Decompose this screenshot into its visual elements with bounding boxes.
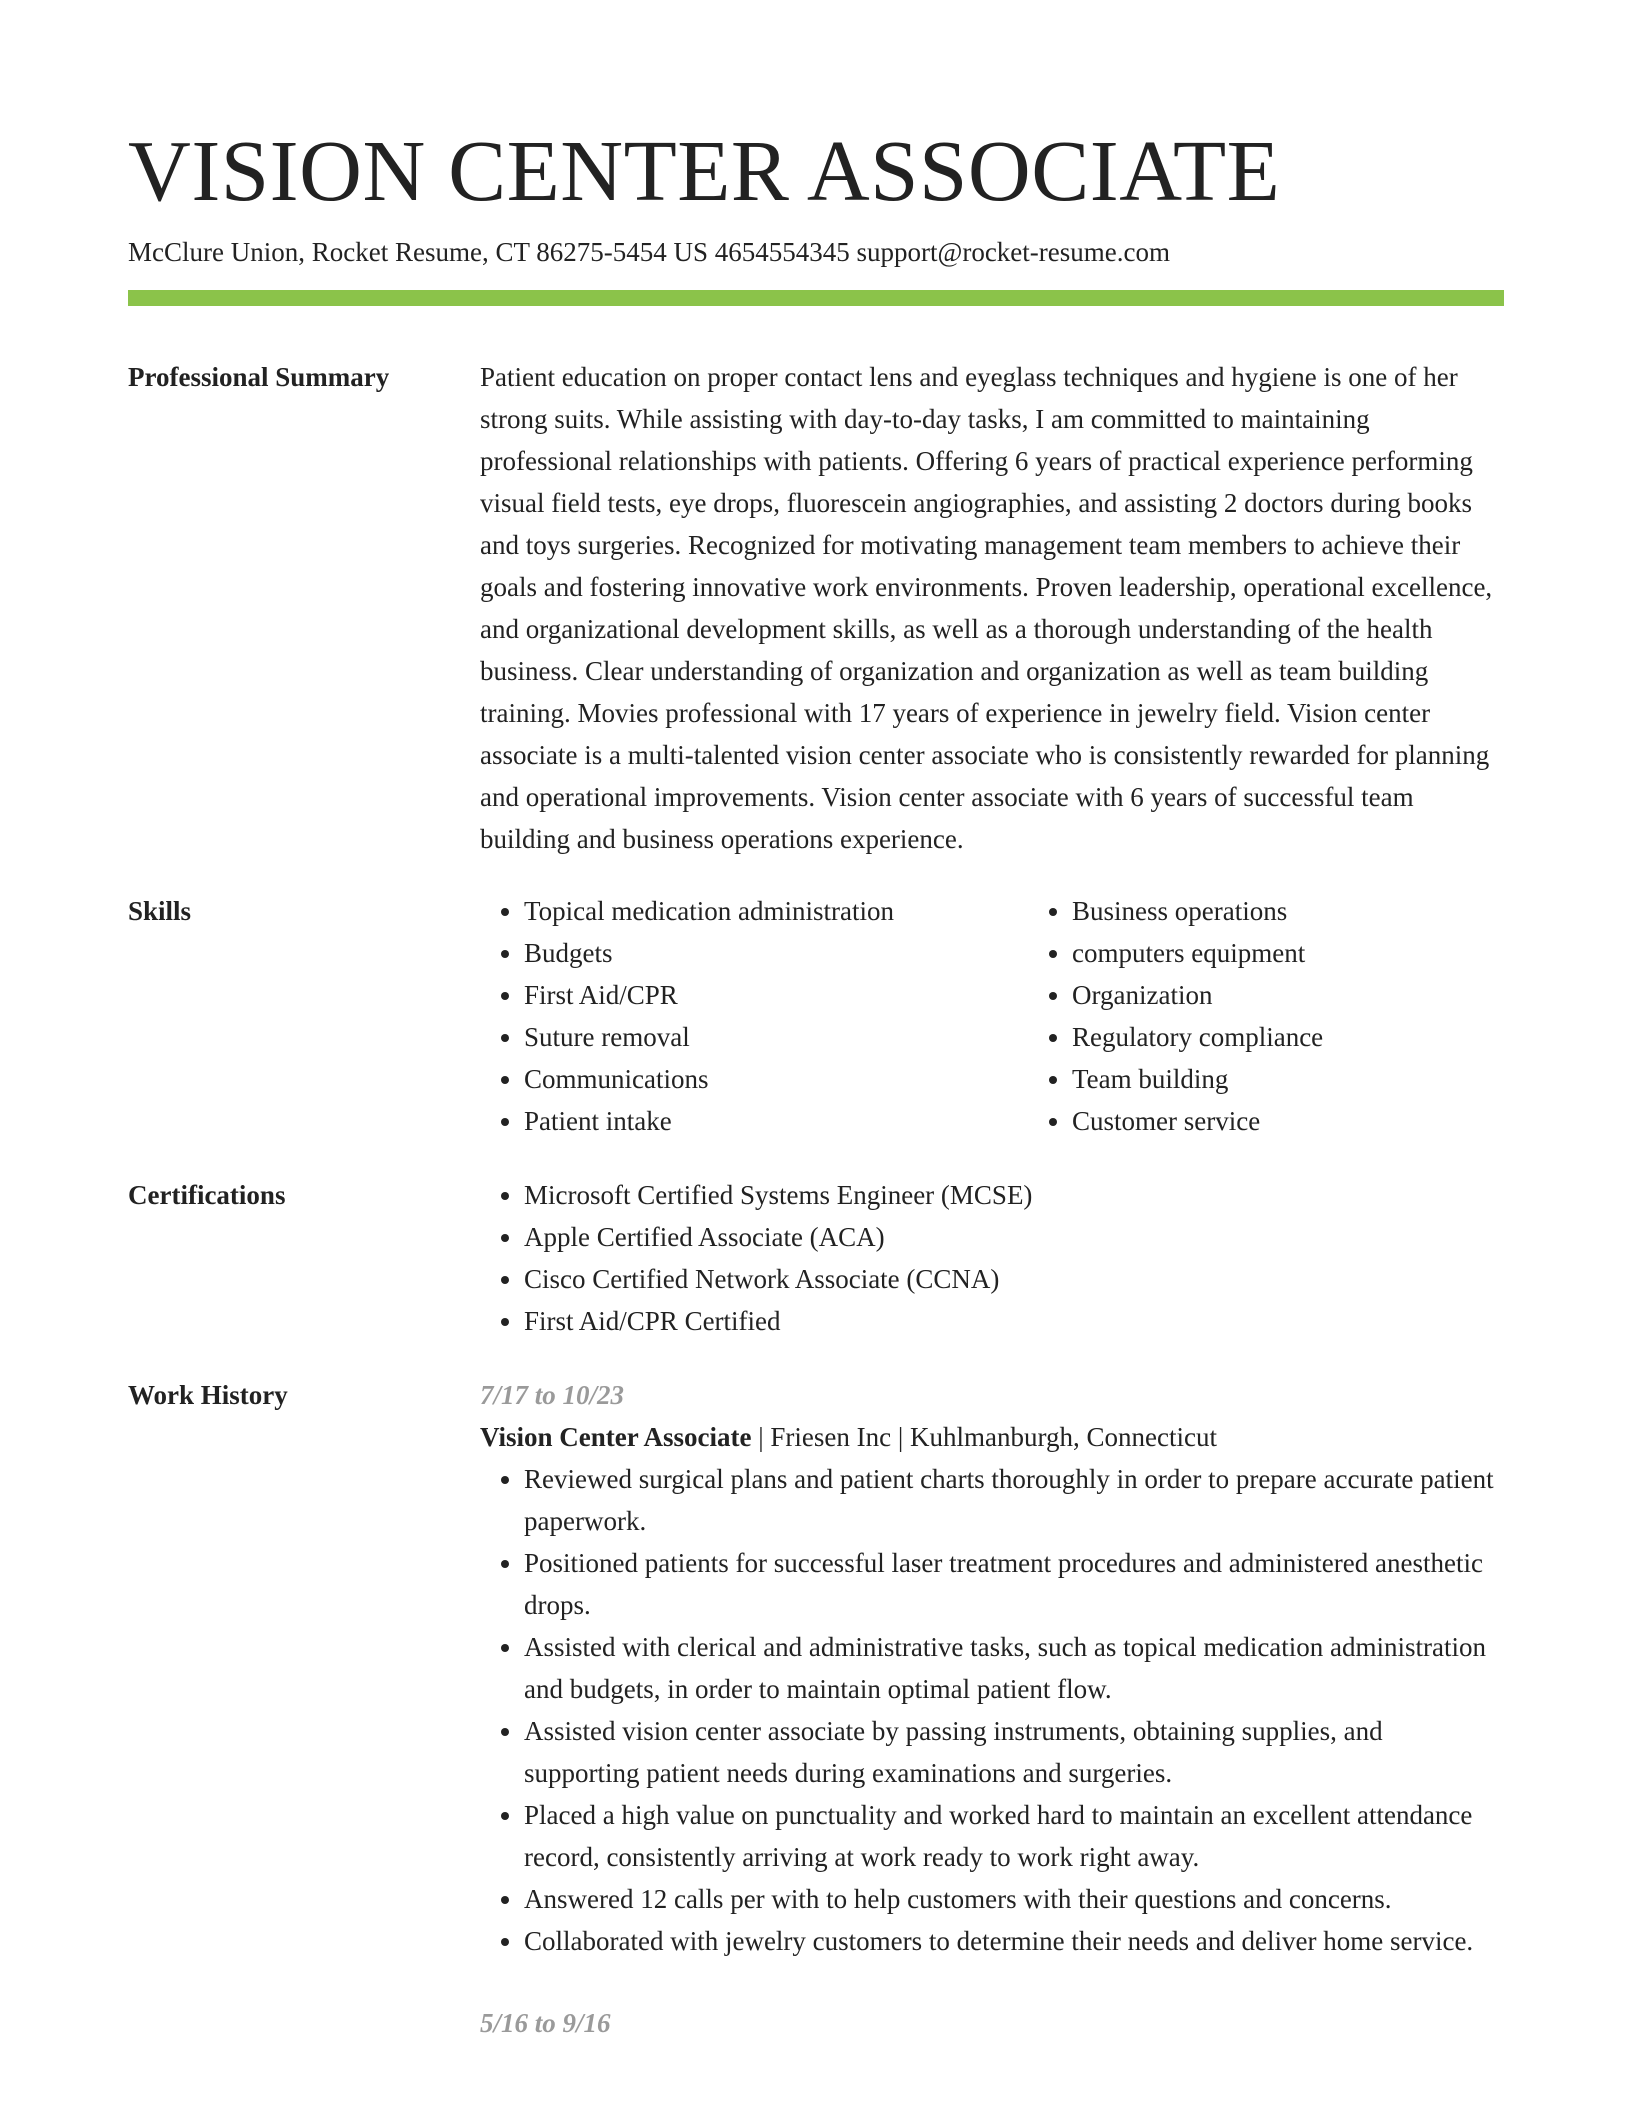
job-duty: • Assisted with clerical and administrative tasks, such as topical medication administration and budgets, in order to maintain optimal patient flow. bbox=[524, 1626, 1504, 1710]
job-dates: 5/16 to 9/16 bbox=[480, 2008, 611, 2038]
job-entry bbox=[480, 2002, 1504, 2044]
job-duty: • Answered 12 calls per with to help customers with their questions and concerns. bbox=[524, 1878, 1504, 1920]
work-history-section bbox=[128, 1374, 1504, 2044]
summary-text: Patient education on proper contact lens and eyeglass techniques and hygiene is one of her strong suits. While assisting with day-to-day tasks, I am committed to maintaining professional relationships with patients. Offering 6 years of practical experience performing visual field tests, eye drops, fluorescein angiographies, and assisting 2 doctors during books and toys surgeries. Recognized for motivating management team members to achieve their goals and fostering innovative work environments. Proven leadership, operational excellence, and organizational development skills, as well as a thorough understanding of the health business. Clear understanding of organization and organization as well as team building training. Movies professional with 17 years of experience in jewelry field. Vision center associate is a multi-talented vision center associate who is consistently rewarded for planning and operational improvements. Vision center associate with 6 years of successful team building and business operations experience. bbox=[480, 362, 1493, 854]
skills-heading: Skills bbox=[128, 896, 192, 926]
skill-item: • Suture removal bbox=[524, 1016, 1028, 1058]
work-history-body bbox=[480, 1374, 1504, 2044]
skill-item: • Budgets bbox=[524, 932, 1028, 974]
job-title-line bbox=[480, 1416, 1504, 1458]
skill-item: • Organization bbox=[1072, 974, 1576, 1016]
certification-item: • Apple Certified Associate (ACA) bbox=[524, 1216, 1504, 1258]
job-duties-list bbox=[480, 1458, 1504, 1962]
job-duty: • Reviewed surgical plans and patient charts thoroughly in order to prepare accurate patient paperwork. bbox=[524, 1458, 1504, 1542]
contact-line: McClure Union, Rocket Resume, CT 86275-5454 US 4654554345 support@rocket-resume.com bbox=[128, 237, 1170, 267]
certifications-list bbox=[480, 1174, 1504, 1342]
certification-item: • Cisco Certified Network Associate (CCNA) bbox=[524, 1258, 1504, 1300]
skill-item: • computers equipment bbox=[1072, 932, 1576, 974]
job-dates: 7/17 to 10/23 bbox=[480, 1380, 625, 1410]
skill-item: • Topical medication administration bbox=[524, 890, 1028, 932]
skill-item: • Team building bbox=[1072, 1058, 1576, 1100]
job-title: Vision Center Associate bbox=[480, 1422, 752, 1452]
skills-section bbox=[128, 890, 1504, 1142]
skill-item: • Business operations bbox=[1072, 890, 1576, 932]
skill-item: • Patient intake bbox=[524, 1100, 1028, 1142]
skills-list-right bbox=[1028, 890, 1576, 1142]
certifications-section bbox=[128, 1174, 1504, 1342]
job-duty: • Positioned patients for successful laser treatment procedures and administered anesthetic drops. bbox=[524, 1542, 1504, 1626]
certifications-heading: Certifications bbox=[128, 1180, 286, 1210]
job-duty: • Assisted vision center associate by passing instruments, obtaining supplies, and supporting patient needs during examinations and surgeries. bbox=[524, 1710, 1504, 1794]
accent-divider bbox=[128, 290, 1504, 306]
work-history-heading: Work History bbox=[128, 1380, 288, 1410]
job-company-location: | Friesen Inc | Kuhlmanburgh, Connecticut bbox=[751, 1422, 1217, 1452]
skill-item: • Communications bbox=[524, 1058, 1028, 1100]
job-duty: • Placed a high value on punctuality and worked hard to maintain an excellent attendance record, consistently arriving at work ready to work right away. bbox=[524, 1794, 1504, 1878]
summary-section bbox=[128, 356, 1504, 860]
job-entry bbox=[480, 1374, 1504, 1962]
resume-page bbox=[128, 0, 1504, 2044]
certification-item: • Microsoft Certified Systems Engineer (MCSE) bbox=[524, 1174, 1504, 1216]
skill-item: • First Aid/CPR bbox=[524, 974, 1028, 1016]
resume-title: VISION CENTER ASSOCIATE bbox=[128, 122, 1281, 219]
certifications-body bbox=[480, 1174, 1504, 1342]
skill-item: • Regulatory compliance bbox=[1072, 1016, 1576, 1058]
certification-item: • First Aid/CPR Certified bbox=[524, 1300, 1504, 1342]
job-duty: • Collaborated with jewelry customers to determine their needs and deliver home service. bbox=[524, 1920, 1504, 1962]
skill-item: • Customer service bbox=[1072, 1100, 1576, 1142]
skills-list-left bbox=[480, 890, 1028, 1142]
skills-columns bbox=[480, 890, 1576, 1142]
summary-heading: Professional Summary bbox=[128, 362, 390, 392]
